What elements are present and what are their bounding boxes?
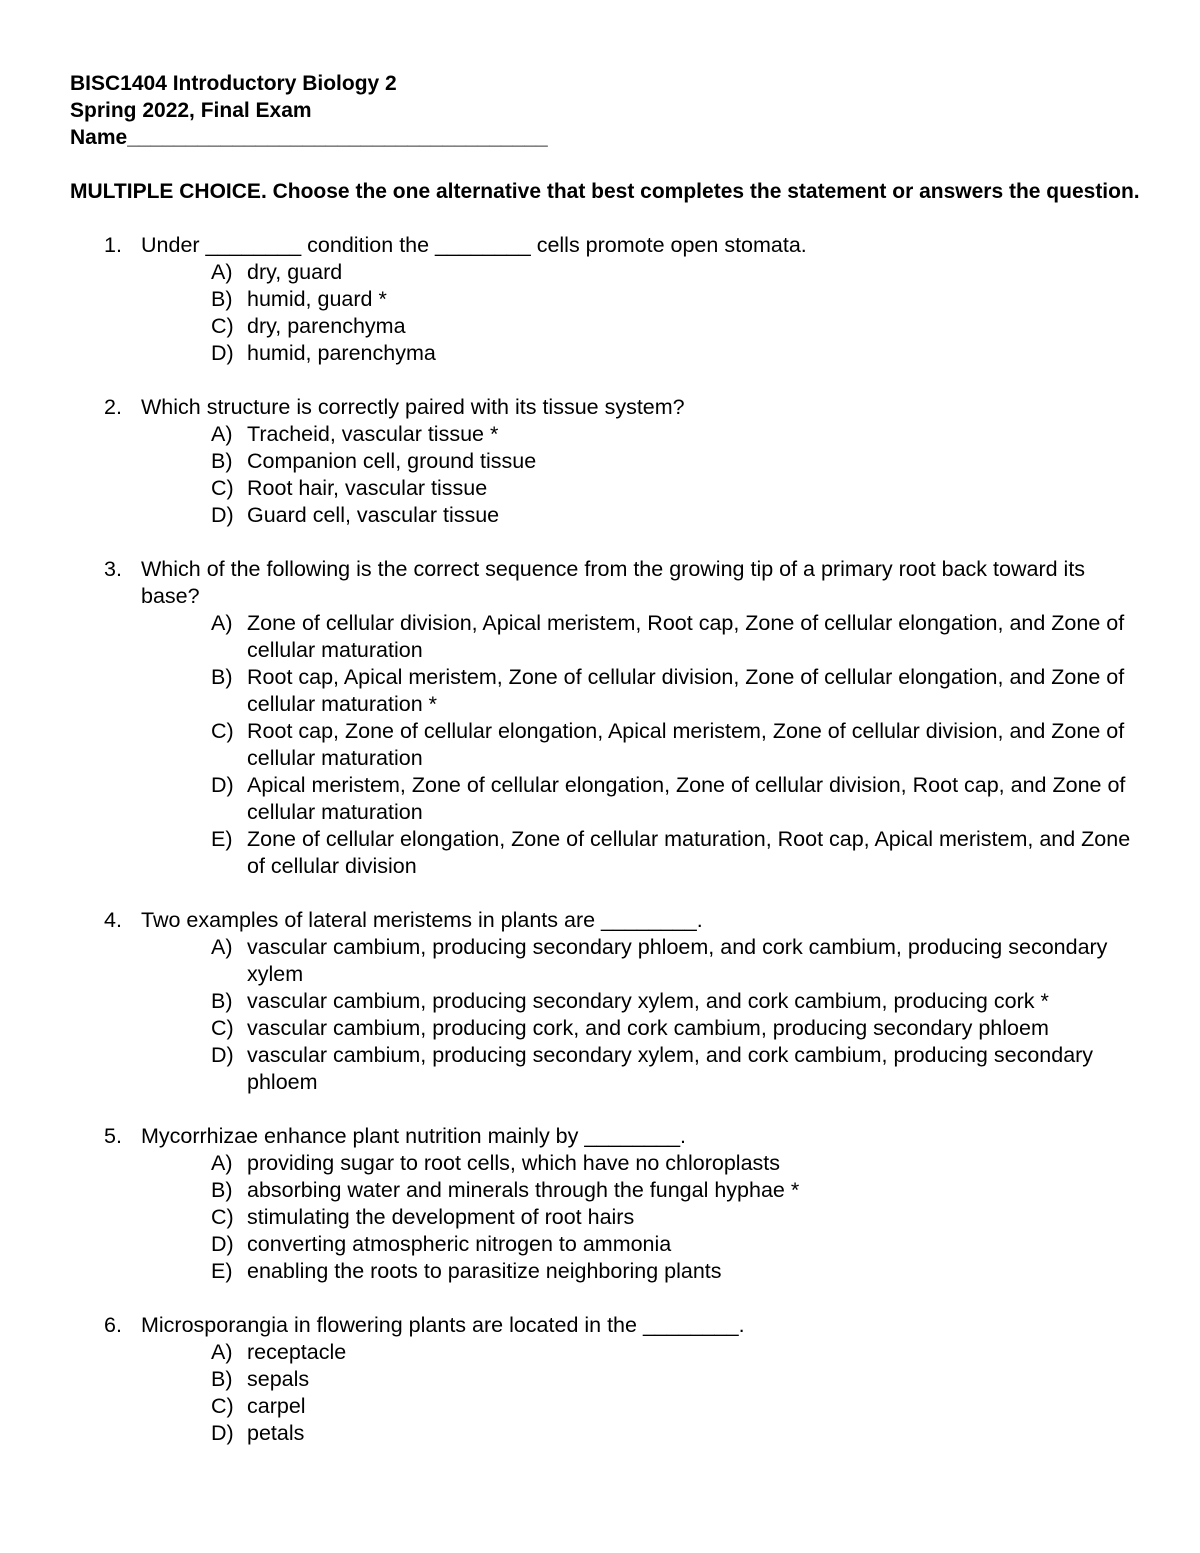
question-stem (70, 556, 1140, 610)
answer-choice (70, 664, 1140, 718)
question-stem (70, 907, 1140, 934)
course-title: BISC1404 Introductory Biology 2 (70, 72, 397, 95)
question-number (70, 1123, 141, 1150)
question-number-label: 1. (104, 233, 122, 257)
answer-choice (70, 475, 1140, 502)
choice-letter: E) (211, 1259, 233, 1283)
answer-choice (70, 718, 1140, 772)
exam-term: Spring 2022, Final Exam (70, 99, 312, 122)
choice-text: Companion cell, ground tissue (247, 449, 537, 473)
question-number (70, 1312, 141, 1339)
question-6 (70, 1312, 1140, 1447)
choice-text: humid, parenchyma (247, 341, 436, 365)
question-number (70, 232, 141, 259)
answer-choice (70, 1204, 1140, 1231)
question-number-label: 5. (104, 1124, 122, 1148)
choice-letter: C) (211, 1394, 234, 1418)
choice-text: Root cap, Apical meristem, Zone of cellular division, Zone of cellular elongation, and Zone of cellular maturation * (247, 665, 1125, 716)
choice-letter: E) (211, 827, 233, 851)
choice-letter: A) (211, 611, 233, 635)
question-3 (70, 556, 1140, 880)
question-number-label: 2. (104, 395, 122, 419)
answer-choice (70, 259, 1140, 286)
answer-choice (70, 448, 1140, 475)
choice-text: vascular cambium, producing secondary xylem, and cork cambium, producing secondary phloem (247, 1043, 1094, 1094)
question-stem (70, 1312, 1140, 1339)
question-text: Which structure is correctly paired with its tissue system? (141, 395, 685, 419)
choice-text: receptacle (247, 1340, 347, 1364)
question-number-label: 6. (104, 1313, 122, 1337)
instructions: MULTIPLE CHOICE. Choose the one alternative that best completes the statement or answers the question. (70, 180, 1140, 203)
choice-letter: B) (211, 665, 233, 689)
choice-letter: B) (211, 1178, 233, 1202)
choice-text: humid, guard * (247, 287, 387, 311)
choice-letter: D) (211, 1232, 234, 1256)
choice-letter: C) (211, 719, 234, 743)
choice-letter: A) (211, 935, 233, 959)
question-text: Microsporangia in flowering plants are located in the ________. (141, 1313, 745, 1337)
answer-choice (70, 1339, 1140, 1366)
choice-text: Guard cell, vascular tissue (247, 503, 500, 527)
answer-choice (70, 826, 1140, 880)
question-stem (70, 1123, 1140, 1150)
answer-choice (70, 340, 1140, 367)
answer-choice (70, 1015, 1140, 1042)
question-5 (70, 1123, 1140, 1285)
choice-letter: D) (211, 1421, 234, 1445)
question-text: Mycorrhizae enhance plant nutrition mainly by ________. (141, 1124, 686, 1148)
choice-text: Tracheid, vascular tissue * (247, 422, 499, 446)
choice-text: Zone of cellular elongation, Zone of cellular maturation, Root cap, Apical meristem, and Zone of cellular division (247, 827, 1131, 878)
choice-text: petals (247, 1421, 305, 1445)
answer-choice (70, 988, 1140, 1015)
question-4 (70, 907, 1140, 1096)
answer-choice (70, 1393, 1140, 1420)
choice-text: providing sugar to root cells, which have no chloroplasts (247, 1151, 781, 1175)
choice-text: enabling the roots to parasitize neighboring plants (247, 1259, 722, 1283)
choice-letter: B) (211, 287, 233, 311)
answer-choice (70, 610, 1140, 664)
question-text: Under ________ condition the ________ cells promote open stomata. (141, 233, 807, 257)
choice-letter: B) (211, 989, 233, 1013)
answer-choice (70, 286, 1140, 313)
choice-text: Root cap, Zone of cellular elongation, Apical meristem, Zone of cellular division, and Zone of cellular maturation (247, 719, 1125, 770)
choice-text: absorbing water and minerals through the fungal hyphae * (247, 1178, 800, 1202)
answer-choice (70, 1231, 1140, 1258)
answer-choice (70, 772, 1140, 826)
choice-text: vascular cambium, producing secondary phloem, and cork cambium, producing secondary xylem (247, 935, 1108, 986)
choice-letter: A) (211, 1151, 233, 1175)
question-1 (70, 232, 1140, 367)
answer-choice (70, 313, 1140, 340)
choice-text: Root hair, vascular tissue (247, 476, 488, 500)
choice-letter: D) (211, 341, 234, 365)
choice-text: converting atmospheric nitrogen to ammonia (247, 1232, 672, 1256)
question-stem (70, 232, 1140, 259)
question-stem (70, 394, 1140, 421)
choice-letter: D) (211, 773, 234, 797)
question-number (70, 907, 141, 934)
choice-letter: D) (211, 1043, 234, 1067)
choice-text: dry, guard (247, 260, 343, 284)
answer-choice (70, 502, 1140, 529)
answer-choice (70, 421, 1140, 448)
choice-letter: A) (211, 1340, 233, 1364)
choice-text: sepals (247, 1367, 310, 1391)
choice-letter: C) (211, 476, 234, 500)
choice-text: carpel (247, 1394, 306, 1418)
choice-text: Apical meristem, Zone of cellular elongation, Zone of cellular division, Root cap, and Zone of cellular maturation (247, 773, 1126, 824)
exam-header (70, 70, 1140, 151)
choice-text: stimulating the development of root hairs (247, 1205, 635, 1229)
choice-letter: B) (211, 449, 233, 473)
answer-choice (70, 1042, 1140, 1096)
question-number-label: 4. (104, 908, 122, 932)
choice-text: dry, parenchyma (247, 314, 406, 338)
choice-letter: A) (211, 422, 233, 446)
choice-text: vascular cambium, producing cork, and cork cambium, producing secondary phloem (247, 1016, 1049, 1040)
answer-choice (70, 1258, 1140, 1285)
answer-choice (70, 1177, 1140, 1204)
question-text: Which of the following is the correct sequence from the growing tip of a primary root back toward its base? (141, 557, 1086, 608)
choice-text: vascular cambium, producing secondary xylem, and cork cambium, producing cork * (247, 989, 1049, 1013)
question-2 (70, 394, 1140, 529)
answer-choice (70, 1420, 1140, 1447)
choice-text: Zone of cellular division, Apical meristem, Root cap, Zone of cellular elongation, and Zone of cellular maturation (247, 611, 1125, 662)
answer-choice (70, 1366, 1140, 1393)
answer-choice (70, 934, 1140, 988)
choice-letter: D) (211, 503, 234, 527)
answer-choice (70, 1150, 1140, 1177)
question-number (70, 394, 141, 421)
choice-letter: A) (211, 260, 233, 284)
choice-letter: C) (211, 1205, 234, 1229)
name-field: Name____________________________________ (70, 126, 548, 149)
exam-page (70, 70, 1140, 1474)
choice-letter: C) (211, 1016, 234, 1040)
choice-letter: B) (211, 1367, 233, 1391)
question-number-label: 3. (104, 557, 122, 581)
question-number (70, 556, 141, 610)
question-text: Two examples of lateral meristems in plants are ________. (141, 908, 703, 932)
question-list (70, 232, 1140, 1447)
choice-letter: C) (211, 314, 234, 338)
